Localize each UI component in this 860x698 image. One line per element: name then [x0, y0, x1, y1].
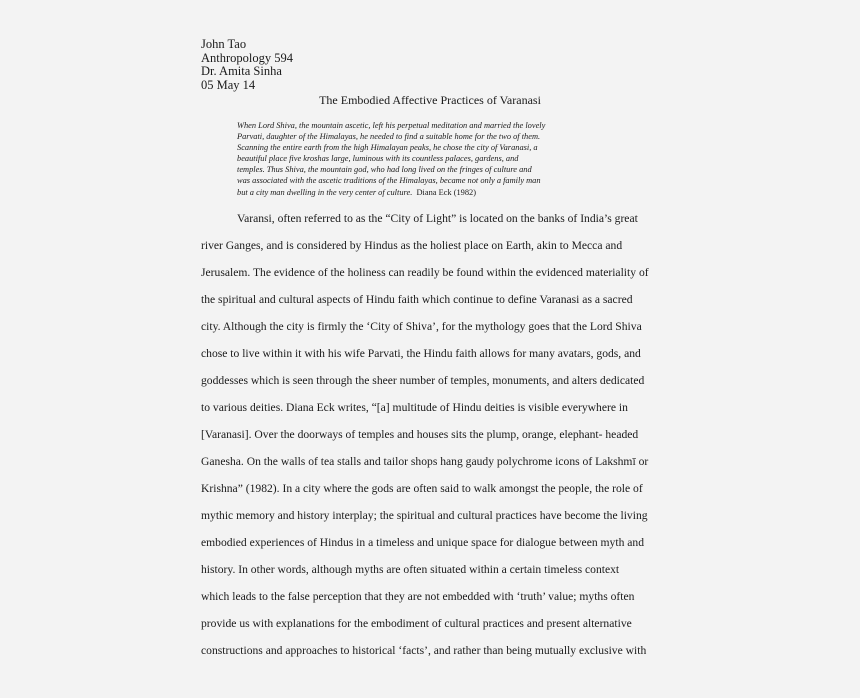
- epigraph-line: Parvati, daughter of the Himalayas, he needed to find a suitable home for the two of them.: [237, 132, 541, 142]
- body-paragraph: [201, 212, 661, 671]
- epigraph-last-line: [237, 187, 617, 198]
- body-line: river Ganges, and is considered by Hindus as the holiest place on Earth, akin to Mecca and: [201, 239, 623, 252]
- body-line: Ganesha. On the walls of tea stalls and tailor shops hang gaudy polychrome icons of Lakshmī or: [201, 455, 649, 468]
- body-line: which leads to the false perception that they are not embedded with ‘truth’ value; myths often: [201, 590, 635, 603]
- body-line: Varansi, often referred to as the “City of Light” is located on the banks of India’s great: [237, 212, 638, 225]
- paper-header: [201, 38, 293, 92]
- epigraph-line: Scanning the entire earth from the high Himalayan peaks, he chose the city of Varanasi, a: [237, 143, 538, 153]
- epigraph-line: temples. Thus Shiva, the mountain god, who had long lived on the fringes of culture and: [237, 165, 532, 175]
- paper-date: 05 May 14: [201, 77, 256, 92]
- body-line: city. Although the city is firmly the ‘City of Shiva’, for the mythology goes that the Lord Shiva: [201, 320, 642, 333]
- course-name: Anthropology 594: [201, 50, 294, 65]
- body-line: history. In other words, although myths are often situated within a certain timeless context: [201, 563, 620, 576]
- epigraph-line: beautiful place five kroshas large, luminous with its countless palaces, gardens, and: [237, 154, 519, 164]
- body-line: chose to live within it with his wife Parvati, the Hindu faith allows for many avatars, gods, and: [201, 347, 641, 360]
- epigraph-line: but a city man dwelling in the very center of culture.: [237, 187, 413, 197]
- body-line: Krishna” (1982). In a city where the gods are often said to walk amongst the people, the role of: [201, 482, 643, 495]
- author-name: John Tao: [201, 37, 247, 51]
- epigraph-citation: Diana Eck (1982): [416, 187, 477, 197]
- epigraph-quote: [237, 120, 617, 198]
- instructor-name: Dr. Amita Sinha: [201, 64, 282, 78]
- paper-title: The Embodied Affective Practices of Varanasi: [319, 93, 541, 107]
- body-line: goddesses which is seen through the sheer number of temples, monuments, and alters dedicated: [201, 374, 645, 387]
- epigraph-line: When Lord Shiva, the mountain ascetic, left his perpetual meditation and married the lovely: [237, 121, 546, 130]
- body-line: mythic memory and history interplay; the spiritual and cultural practices have become the living: [201, 509, 648, 522]
- body-line: embodied experiences of Hindus in a timeless and unique space for dialogue between myth and: [201, 536, 645, 549]
- body-line: the spiritual and cultural aspects of Hindu faith which continue to define Varanasi as a sacred: [201, 293, 633, 306]
- body-line: [Varanasi]. Over the doorways of temples and houses sits the plump, orange, elephant- headed: [201, 428, 639, 441]
- epigraph-line: was associated with the ascetic traditions of the Himalayas, became not only a family man: [237, 176, 541, 186]
- body-line: to various deities. Diana Eck writes, “[a] multitude of Hindu deities is visible everywhere in: [201, 401, 628, 414]
- body-line: Jerusalem. The evidence of the holiness can readily be found within the evidenced materiality of: [201, 266, 649, 279]
- body-line: provide us with explanations for the embodiment of cultural practices and present alternative: [201, 617, 632, 630]
- body-line: constructions and approaches to historical ‘facts’, and rather than being mutually exclusive with: [201, 644, 647, 657]
